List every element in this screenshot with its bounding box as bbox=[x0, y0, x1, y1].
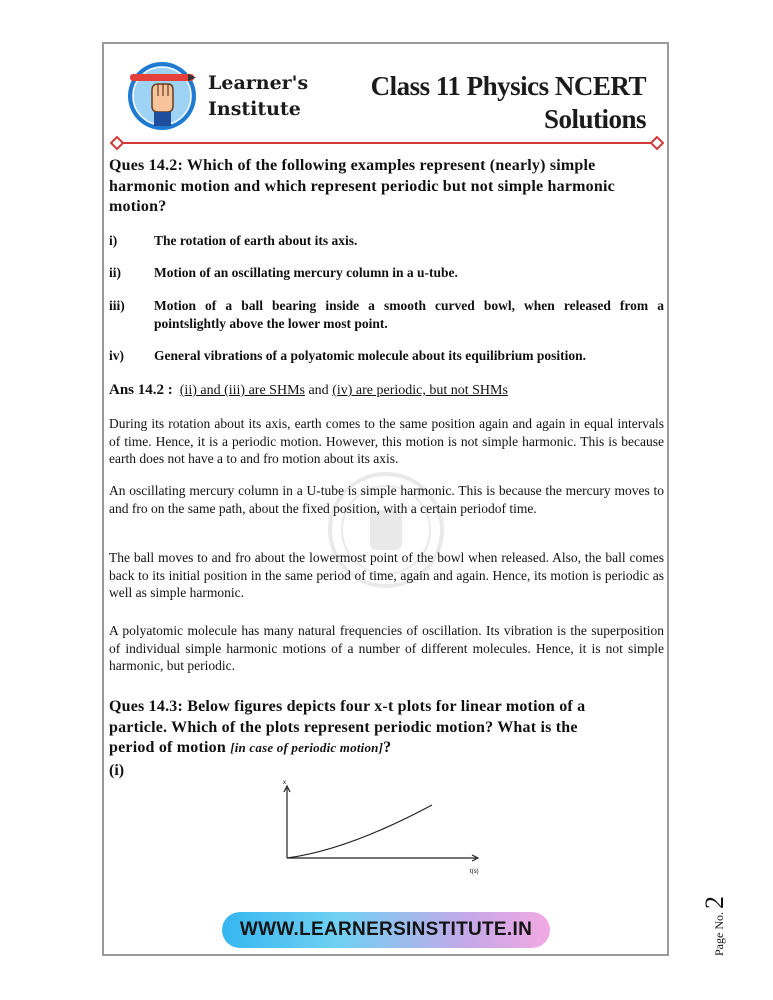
plot-x-label: t(s) bbox=[470, 869, 479, 875]
question-14-3-end: ? bbox=[383, 739, 392, 756]
list-item-text: General vibrations of a polyatomic molecule about its equilibrium position. bbox=[154, 348, 587, 363]
plot-y-label: x bbox=[283, 780, 286, 786]
brand-line-2: Institute bbox=[208, 98, 301, 120]
list-item-number: iii) bbox=[109, 298, 125, 313]
website-url-banner[interactable]: WWW.LEARNERSINSTITUTE.IN bbox=[222, 912, 550, 948]
list-item-number: ii) bbox=[109, 265, 121, 280]
xt-plot-i bbox=[278, 778, 488, 878]
page-number-label: Page No. bbox=[712, 912, 726, 956]
question-14-3-period-text: period of motion bbox=[109, 739, 231, 756]
answer-paragraph: A polyatomic molecule has many natural frequencies of oscillation. Its vibration is the superposition of individual simple harmonic motions of a number of different molecules. Hence, it is not simple harmonic, but periodic. bbox=[109, 623, 664, 673]
title-line-1: Class 11 Physics NCERT bbox=[370, 71, 646, 101]
page-title bbox=[371, 70, 646, 136]
page-number-value: 2 bbox=[700, 896, 729, 909]
page-number bbox=[700, 896, 730, 956]
list-item-text: Motion of a ball bearing inside a smooth curved bowl, when released from a pointslightly above the lower most point. bbox=[154, 298, 664, 331]
header-divider bbox=[110, 136, 664, 150]
answer-part-2: (iv) are periodic, but not SHMs bbox=[332, 383, 508, 398]
list-item-number: iv) bbox=[109, 348, 124, 363]
answer-paragraph: During its rotation about its axis, earth comes to the same position again and again in equal intervals of time. Hence, it is a periodic motion. However, this motion is not simple harmonic. This is because earth does not have a to and fro motion about its axis. bbox=[109, 416, 664, 466]
title-line-2: Solutions bbox=[543, 104, 646, 134]
question-14-2-heading bbox=[109, 156, 664, 218]
list-item-text: Motion of an oscillating mercury column in a u-tube. bbox=[154, 265, 458, 280]
answer-paragraph: The ball moves to and fro about the lowermost point of the bowl when released. Also, the ball comes back to its initial position in the same period of time, again and again. Hence, its motion is periodic as well as simple harmonic. bbox=[109, 550, 664, 600]
answer-label: Ans 14.2 : bbox=[109, 382, 173, 398]
question-14-3-heading bbox=[109, 697, 664, 759]
question-14-3-line bbox=[109, 738, 664, 759]
plot-part-label: (i) bbox=[109, 762, 125, 779]
answer-part-1: (ii) and (iii) are SHMs bbox=[179, 383, 305, 398]
question-14-3-line: particle. Which of the plots represent periodic motion? What is the bbox=[109, 718, 578, 736]
brand-name bbox=[208, 70, 308, 122]
question-14-3-qualifier: [in case of periodic motion] bbox=[230, 740, 384, 755]
question-14-2-line: Ques 14.2: Which of the following examples represent (nearly) simple bbox=[109, 157, 596, 174]
list-item-text: The rotation of earth about its axis. bbox=[154, 233, 358, 248]
answer-paragraph: An oscillating mercury column in a U-tube is simple harmonic. This is because the mercury moves to and fro on the same path, about the fixed position, with a certain periodof time. bbox=[109, 483, 664, 516]
learners-institute-logo-icon bbox=[126, 60, 198, 132]
question-14-2-line: harmonic motion and which represent periodic but not simple harmonic bbox=[109, 177, 615, 195]
brand-line-1: Learner's bbox=[208, 72, 309, 94]
answer-conjunction: and bbox=[308, 383, 329, 398]
question-14-3-line: Ques 14.3: Below figures depicts four x-t plots for linear motion of a bbox=[109, 698, 586, 715]
question-14-2-line: motion? bbox=[109, 198, 167, 215]
list-item-number: i) bbox=[109, 233, 118, 248]
plot-curve bbox=[287, 805, 432, 858]
answer-14-2-line bbox=[109, 380, 508, 401]
